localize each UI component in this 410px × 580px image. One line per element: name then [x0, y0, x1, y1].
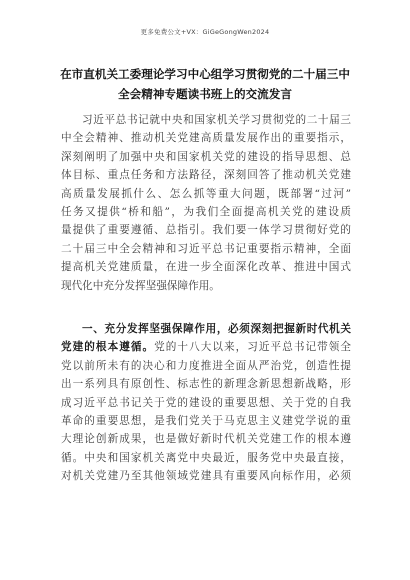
paragraph-line: 深刻阐明了加强中央和国家机关党的建设的指导思想、总	[61, 150, 351, 163]
section-heading-continued	[61, 338, 351, 356]
title-line-2: 全会精神专题读书班上的交流发言	[118, 87, 292, 101]
paragraph-line: 成习近平总书记关于党的建设的重要思想、关于党的自我	[61, 396, 351, 409]
paragraph-line: 体目标、重点任务和方法路径，深刻回答了推动机关党建	[61, 169, 351, 182]
paragraph-line: 任务又提供“桥和船”，为我们全面提高机关党的建设质	[61, 205, 351, 218]
paragraph-line: 习近平总书记就中央和国家机关学习贯彻党的二十届三	[82, 114, 351, 126]
paragraph-section-one	[61, 320, 351, 486]
paragraph-line: 革命的重要思想，是我们党关于马克思主义建党学说的重	[61, 414, 351, 427]
paragraph-line: 提高机关党建质量，在进一步全面深化改革、推进中国式	[61, 261, 351, 274]
paragraph-line: 中全会精神、推动机关党建高质量发展作出的重要指示，	[61, 132, 351, 145]
header-note: 更多免费公文+VX：GiGeGongWen2024	[140, 28, 270, 36]
section-heading-tail: 党建的根本遵循。	[61, 341, 155, 354]
paragraph-line: 党以前所未有的决心和力度推进全面从严治党，创造性提	[61, 359, 351, 372]
section-heading: 一、充分发挥坚强保障作用，必须深刻把握新时代机关	[82, 323, 351, 335]
paragraph-text: 党的十八大以来，习近平总书记带领全	[154, 341, 352, 354]
paragraph-intro	[61, 111, 351, 295]
paragraph-line: 量提供了重要遵循、总指引。我们要一体学习贯彻好党的	[61, 224, 351, 237]
paragraph-line: 现代化中充分发挥坚强保障作用。	[61, 279, 220, 292]
paragraph-line: 出一系列具有原创性、标志性的新理念新思想新战略，形	[61, 378, 351, 391]
paragraph-line: 二十届三中全会精神和习近平总书记重要指示精神，全面	[61, 242, 351, 255]
document-title	[60, 64, 350, 104]
paragraph-line: 大理论创新成果，也是做好新时代机关党建工作的根本遵	[61, 433, 351, 446]
paragraph-line: 对机关党建乃至其他领域党建具有重要风向标作用，必须	[61, 470, 351, 483]
title-line-1: 在市直机关工委理论学习中心组学习贯彻党的二十届三中	[60, 67, 350, 81]
paragraph-line: 高质量发展抓什么、怎么抓等重大问题，既部署“过河”	[61, 187, 351, 200]
paragraph-line: 循。中央和国家机关离党中央最近，服务党中央最直接，	[61, 451, 351, 464]
